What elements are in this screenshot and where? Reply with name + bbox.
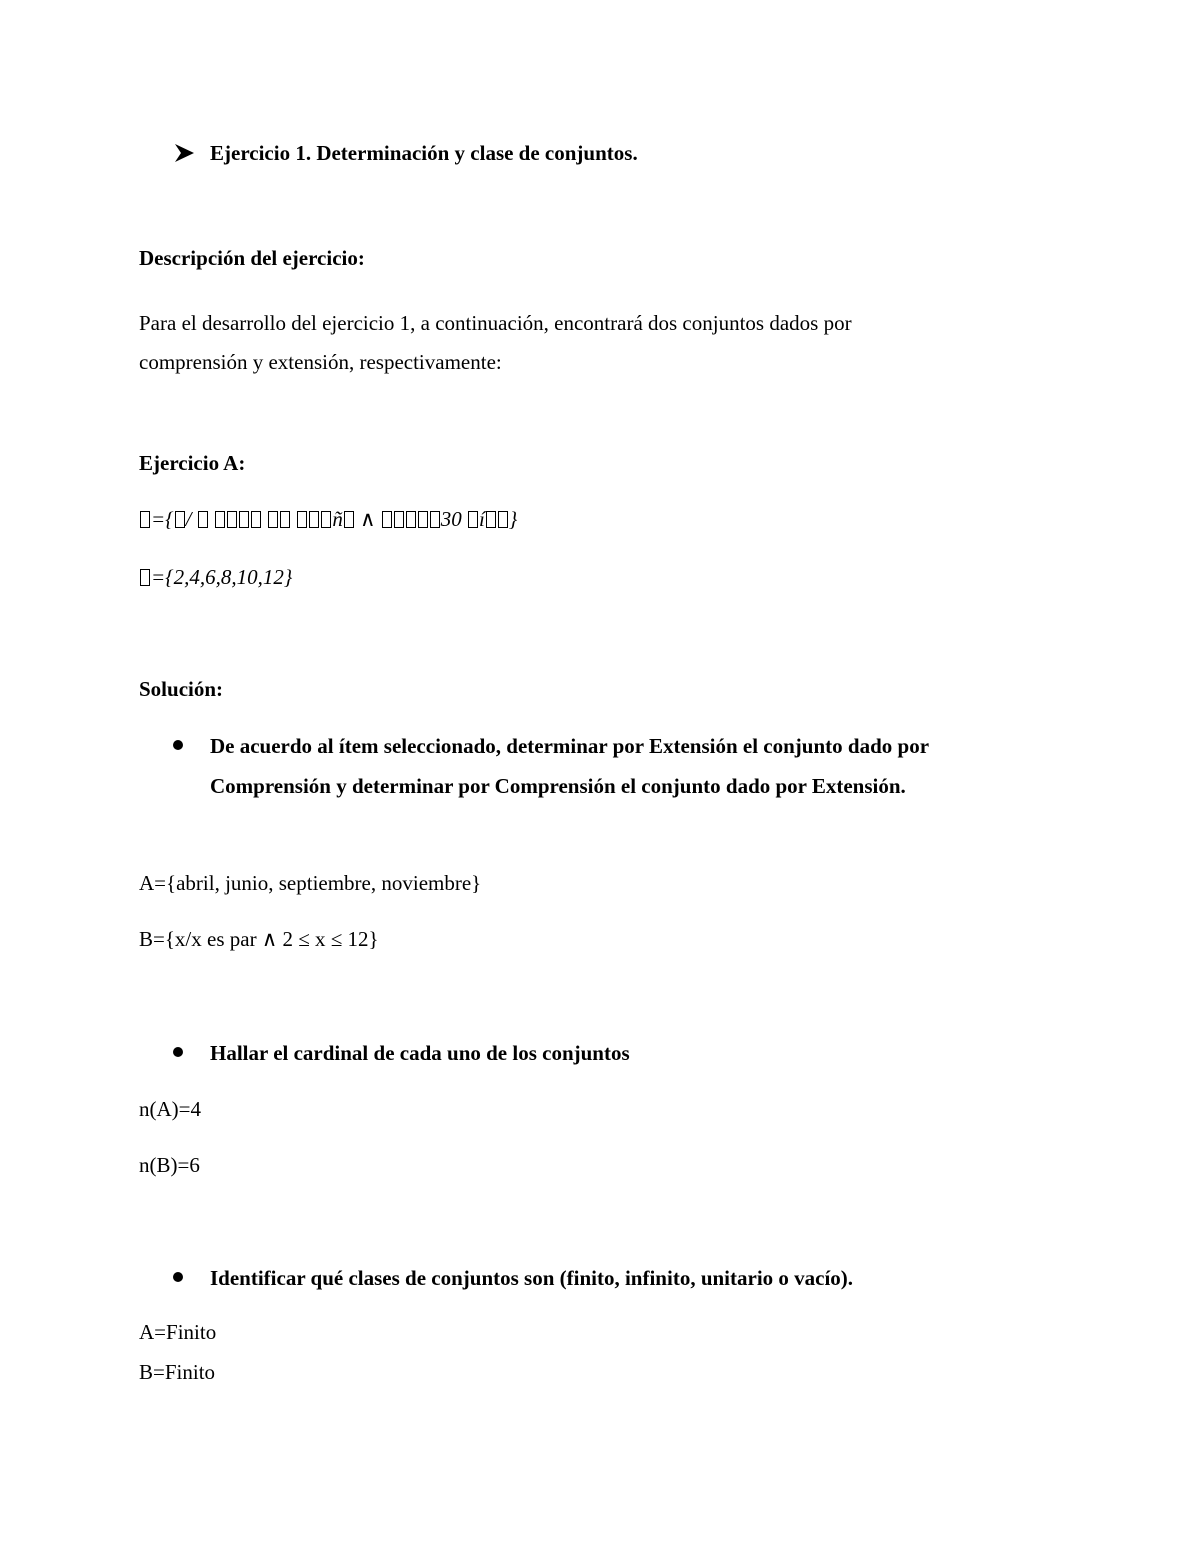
- set-a-slash: /: [185, 507, 197, 531]
- description-text-line1: Para el desarrollo del ejercicio 1, a continuación, encontrará dos conjuntos dados por: [139, 311, 852, 335]
- exercise-a-label: Ejercicio A:: [139, 451, 246, 475]
- cardinal-a: n(A)=4: [139, 1097, 201, 1121]
- set-b-formula: [139, 564, 292, 591]
- answer-a-extension: A={abril, junio, septiembre, noviembre}: [139, 871, 482, 895]
- bullet1-line1: De acuerdo al ítem seleccionado, determinar por Extensión el conjunto dado por: [210, 734, 930, 758]
- set-a-thirty: 30: [440, 507, 462, 531]
- description-text-line2: comprensión y extensión, respectivamente:: [139, 350, 502, 374]
- bullet-icon: [173, 1047, 183, 1057]
- answer-b-comprehension: B={x/x es par ∧ 2 ≤ x ≤ 12}: [139, 927, 379, 951]
- set-a-close: }: [508, 507, 518, 531]
- bullet1-line2: Comprensión y determinar por Comprensión el conjunto dado por Extensión.: [210, 774, 906, 798]
- bullet-icon: [173, 1272, 183, 1282]
- set-a-i-char: í: [479, 507, 485, 531]
- cardinal-b: n(B)=6: [139, 1153, 200, 1177]
- description-label: Descripción del ejercicio:: [139, 246, 365, 270]
- set-b-formula-text: ={2,4,6,8,10,12}: [151, 565, 293, 589]
- set-a-formula: [139, 506, 517, 533]
- arrow-bullet-icon: [174, 142, 196, 164]
- set-a-eq: ={: [151, 507, 174, 531]
- set-a-and: ∧: [354, 507, 381, 531]
- bullet3-text: Identificar qué clases de conjuntos son (finito, infinito, unitario o vacío).: [210, 1266, 854, 1290]
- set-a-n-char: ñ: [332, 507, 343, 531]
- solution-label: Solución:: [139, 677, 224, 701]
- bullet-icon: [173, 740, 183, 750]
- class-a: A=Finito: [139, 1320, 217, 1344]
- bullet2-text: Hallar el cardinal de cada uno de los conjuntos: [210, 1041, 630, 1065]
- exercise-heading: Ejercicio 1. Determinación y clase de conjuntos.: [210, 141, 638, 165]
- class-b: B=Finito: [139, 1360, 216, 1384]
